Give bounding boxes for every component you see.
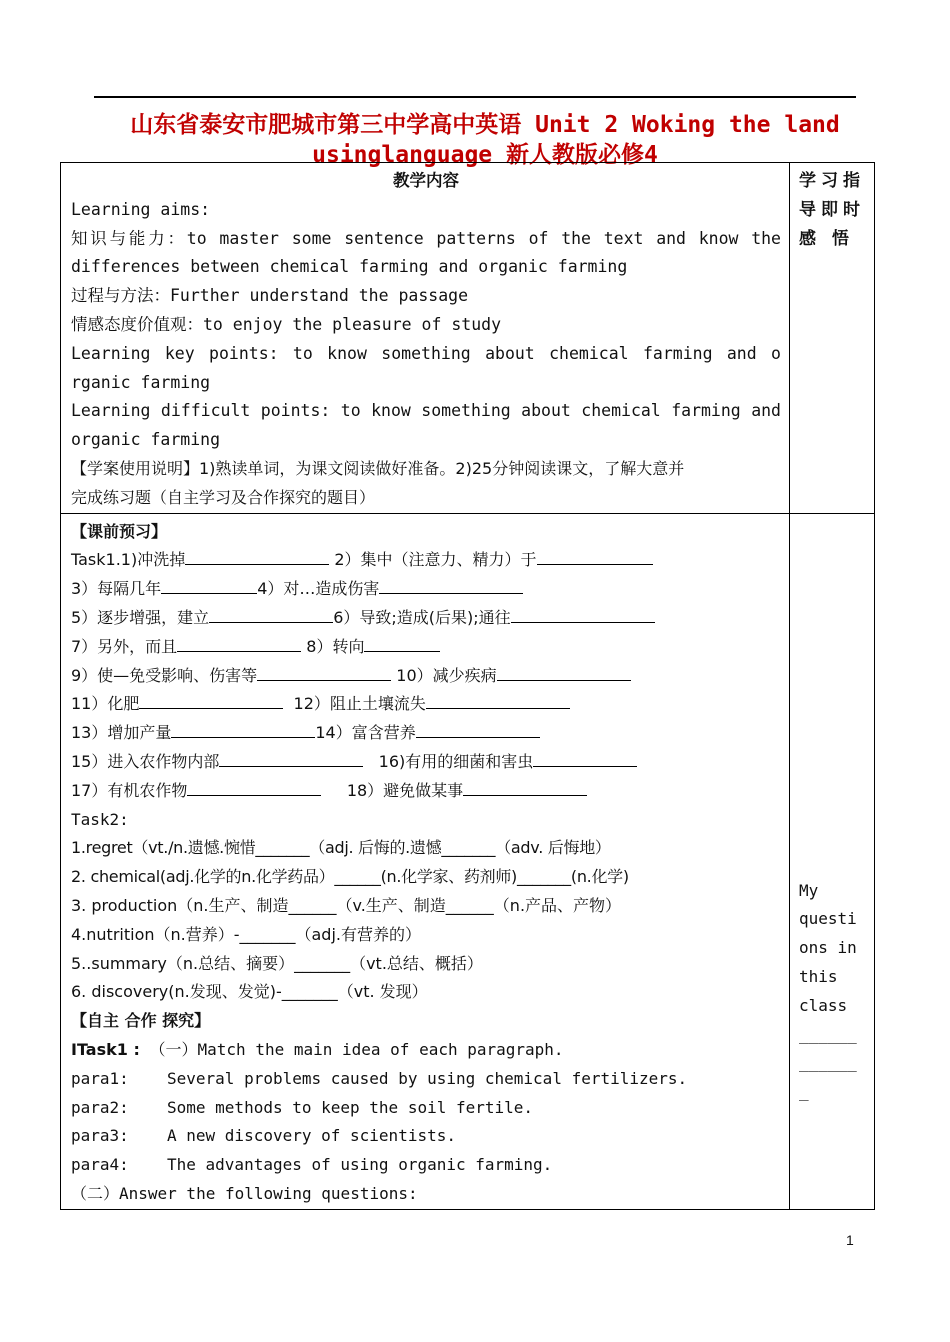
side-note-line: My	[799, 880, 819, 900]
answer-blank[interactable]	[537, 546, 653, 565]
vocab-item: 12）阻止土壤流失	[293, 694, 426, 714]
vocab-line	[71, 575, 781, 604]
vocab-item: 14）富含营养	[315, 723, 416, 743]
answer-blank[interactable]	[364, 633, 440, 652]
vocab-line	[71, 633, 781, 662]
task1-match-label: ⅠTask1 :	[71, 1039, 140, 1059]
vocab-item: 2）集中（注意力、精力）于	[334, 550, 537, 570]
header-rule	[94, 96, 856, 98]
answer-blank[interactable]	[426, 690, 570, 709]
vocab-line	[71, 604, 781, 633]
para-idea: Several problems caused by using chemical fertilizers.	[167, 1068, 688, 1088]
vocab-item: Task1.1)冲洗掉	[71, 550, 186, 570]
usage-note-line: 完成练习题（自主学习及合作探究的题目）	[71, 487, 376, 507]
tasks-row	[61, 513, 875, 1209]
side-note-line: ons in	[799, 938, 857, 958]
aims-line: differences between chemical farming and organic farming	[71, 257, 628, 277]
vocab-line	[71, 546, 781, 575]
answer-blank[interactable]	[209, 604, 333, 623]
vocab-line	[71, 719, 781, 748]
vocab-item: 18）避免做某事	[346, 780, 464, 800]
word-form-line: 2. chemical(adj.化学的n.化学药品）______(n.化学家、药剂师)_______(n.化学)	[71, 867, 629, 887]
para-idea: A new discovery of scientists.	[167, 1126, 456, 1146]
vocab-item: 16)有用的细菌和害虫	[378, 751, 534, 771]
para-idea: The advantages of using organic farming.	[167, 1155, 553, 1175]
page-title-line-1: 山东省泰安市肥城市第三中学高中英语 Unit 2 Woking the land	[130, 112, 840, 138]
answer-blank[interactable]	[416, 719, 540, 738]
vocab-item: 13）增加产量	[71, 723, 172, 743]
side-header-line: 导即时	[799, 200, 865, 220]
side-note-line: this	[799, 966, 838, 986]
answer-blank[interactable]	[187, 777, 321, 796]
explore-heading: 【自主 合作 探究】	[71, 1011, 211, 1031]
aims-line: Learning key points: to know something about chemical farming and o	[71, 343, 781, 363]
vocab-item: 17）有机农作物	[71, 780, 188, 800]
aims-line: organic farming	[71, 430, 221, 450]
preview-heading: 【课前预习】	[71, 521, 168, 541]
content-header: 教学内容	[393, 171, 459, 190]
para-label: para4:	[71, 1155, 129, 1175]
paragraph-match-row	[71, 1065, 781, 1094]
word-form-line: 5..summary（n.总结、摘要）_______（vt.总结、概括）	[71, 953, 483, 973]
word-form-line: 3. production（n.生产、制造______（v.生产、制造______（n.产品、产物）	[71, 895, 622, 915]
answer-blank[interactable]	[219, 748, 363, 767]
vocab-line	[71, 777, 781, 806]
answer-blank[interactable]	[533, 748, 637, 767]
vocab-item: 3）每隔几年	[71, 579, 162, 599]
aims-line: rganic farming	[71, 372, 211, 392]
para-idea: Some methods to keep the soil fertile.	[167, 1097, 534, 1117]
side-note-line: questi	[799, 909, 857, 929]
page-number: 1	[846, 1232, 854, 1248]
vocab-item: 11）化肥	[71, 694, 140, 714]
para-label: para2:	[71, 1097, 129, 1117]
word-form-line: 1.regret（vt./n.遗憾.惋惜_______（adj. 后悔的.遗憾_______（adv. 后悔地）	[71, 838, 611, 858]
paragraph-match-row	[71, 1151, 781, 1180]
vocab-item: 15）进入农作物内部	[71, 751, 220, 771]
vocab-item: 9）使—免受影响、伤害等	[71, 665, 258, 685]
word-form-line: 4.nutrition（n.营养）-_______（adj.有营养的）	[71, 924, 421, 944]
answer-blank[interactable]	[463, 777, 587, 796]
vocab-item: 7）另外，而且	[71, 636, 178, 656]
aims-line: Learning difficult points: to know something about chemical farming and	[71, 401, 781, 421]
aims-line: 过程与方法：Further understand the passage	[71, 286, 469, 306]
side-note-line: ______	[799, 1024, 857, 1044]
aims-line: Learning aims:	[71, 199, 211, 219]
answer-blank[interactable]	[177, 633, 301, 652]
task2-label: Task2:	[71, 809, 129, 829]
vocab-line	[71, 690, 781, 719]
vocab-item: 8）转向	[306, 636, 365, 656]
worksheet-table	[60, 162, 875, 1210]
answer-blank[interactable]	[497, 662, 631, 681]
answer-blank[interactable]	[511, 604, 655, 623]
side-header-line: 感 悟	[799, 229, 854, 249]
aims-line: 情感态度价值观：to enjoy the pleasure of study	[71, 314, 502, 334]
aims-row	[61, 163, 875, 514]
usage-note-line: 【学案使用说明】1)熟读单词，为课文阅读做好准备。2)25分钟阅读课文，了解大意并	[71, 458, 685, 478]
aims-cell	[61, 163, 790, 514]
answer-blank[interactable]	[379, 575, 523, 594]
side-header-line: 学习指	[799, 171, 865, 191]
page-title-line-2: usinglanguage 新人教版必修4	[312, 142, 658, 168]
side-notes-cell	[790, 513, 875, 1209]
answer-blank[interactable]	[161, 575, 257, 594]
side-header-cell	[790, 163, 875, 514]
vocab-item: 5）逐步增强，建立	[71, 607, 210, 627]
questions-line: （二）Answer the following questions:	[71, 1183, 418, 1203]
answer-blank[interactable]	[139, 690, 283, 709]
vocab-item: 4）对…造成伤害	[257, 579, 380, 599]
vocab-line	[71, 662, 781, 691]
vocab-line	[71, 748, 781, 777]
vocab-item: 6）导致;造成(后果);通往	[333, 607, 511, 627]
answer-blank[interactable]	[185, 546, 329, 565]
para-label: para3:	[71, 1126, 129, 1146]
vocab-item: 10）减少疾病	[396, 665, 497, 685]
para-label: para1:	[71, 1068, 129, 1088]
word-form-line: 6. discovery(n.发现、发觉)-_______（vt. 发现）	[71, 982, 428, 1002]
paragraph-match-row	[71, 1094, 781, 1123]
side-note-line: ______	[799, 1053, 857, 1073]
tasks-cell	[61, 513, 790, 1209]
task1-match-text: （一）Match the main idea of each paragraph.	[149, 1039, 564, 1059]
answer-blank[interactable]	[257, 662, 391, 681]
aims-line: 知识与能力：to master some sentence patterns of the text and know the	[71, 228, 781, 248]
paragraph-match-row	[71, 1122, 781, 1151]
side-note-line: _	[799, 1082, 809, 1102]
answer-blank[interactable]	[171, 719, 315, 738]
side-note-line: class	[799, 995, 848, 1015]
